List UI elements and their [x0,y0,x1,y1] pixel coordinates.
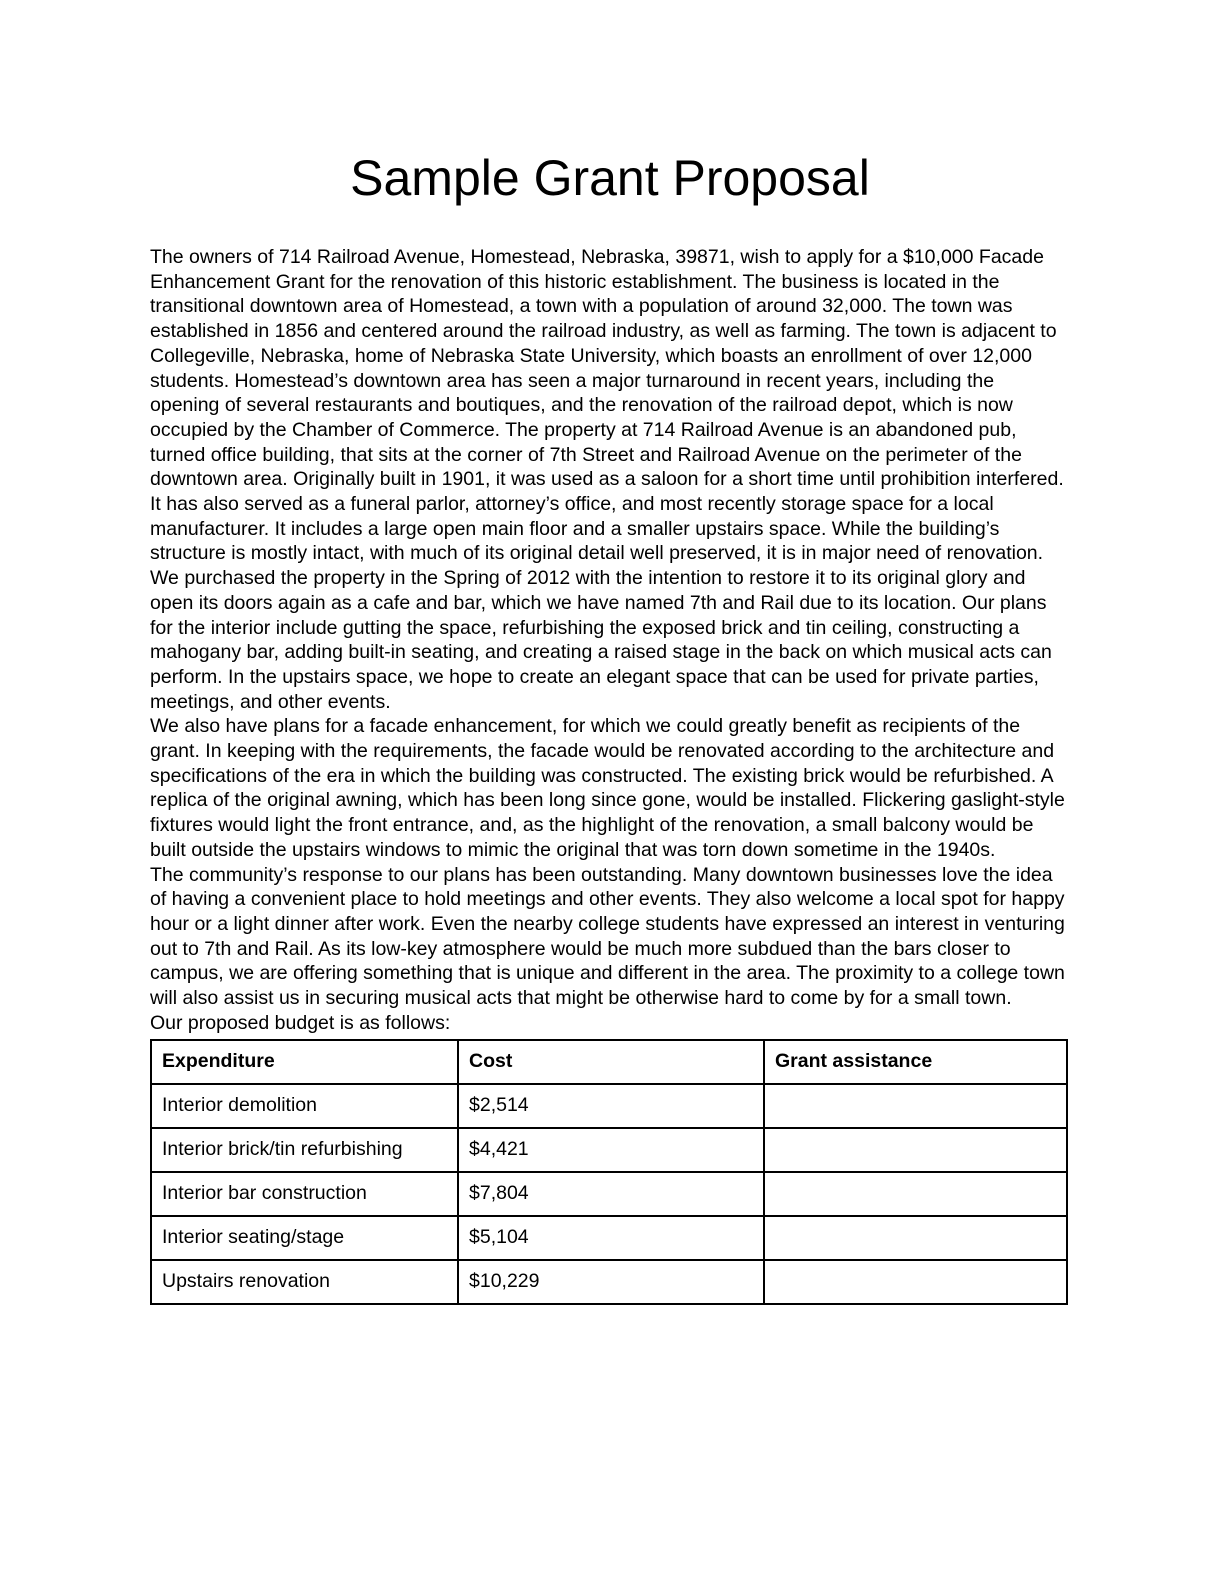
grant-assistance-cell [764,1084,1067,1128]
expenditure-cell: Interior bar construction [151,1172,458,1216]
paragraph: We purchased the property in the Spring of 2012 with the intention to restore it to its original glory and open its doors again as a cafe and bar, which we have named 7th and Rail due to its location. Our plans for the interior include gutting the space, refurbishing the exposed brick and tin ceiling, constructing a mahogany bar, adding built-in seating, and creating a raised stage in the back on which musical acts can perform. In the upstairs space, we hope to create an elegant space that can be used for private parties, meetings, and other events. [150,567,1052,713]
paragraph: We also have plans for a facade enhancement, for which we could greatly benefit as recipients of the grant. In keeping with the requirements, the facade would be renovated according to the architecture and specifications of the era in which the building was constructed. The existing brick would be refurbished. A replica of the original awning, which has been long since gone, would be installed. Flickering gaslight-style fixtures would light the front entrance, and, as the highlight of the renovation, a small balcony would be built outside the upstairs windows to mimic the original that was torn down sometime in the 1940s. [150,715,1065,861]
paragraph: The owners of 714 Railroad Avenue, Homestead, Nebraska, 39871, wish to apply for a $10,000 Facade Enhancement Grant for the renovation of this historic establishment. The business is located in the transitional downtown area of Homestead, a town with a population of around 32,000. The town was established in 1856 and centered around the railroad industry, as well as farming. The town is adjacent to Collegeville, Nebraska, home of Nebraska State University, which boasts an enrollment of over 12,000 students. Homestead’s downtown area has seen a major turnaround in recent years, including the opening of several restaurants and boutiques, and the renovation of the railroad depot, which is now occupied by the Chamber of Commerce. The property at 714 Railroad Avenue is an abandoned pub, turned office building, that sits at the corner of 7th Street and Railroad Avenue on the perimeter of the downtown area. Originally built in 1901, it was used as a saloon for a short time until prohibition interfered. It has also served as a funeral parlor, attorney’s office, and most recently storage space for a local manufacturer. It includes a large open main floor and a smaller upstairs space. While the building’s structure is mostly intact, with much of its original detail well preserved, it is in major need of renovation. [150,246,1064,565]
grant-assistance-cell [764,1128,1067,1172]
document-body [150,245,1066,1036]
table-row [151,1216,1067,1260]
cost-cell: $7,804 [458,1172,764,1216]
expenditure-cell: Interior seating/stage [151,1216,458,1260]
grant-assistance-cell [764,1216,1067,1260]
expenditure-cell: Interior demolition [151,1084,458,1128]
table-row [151,1172,1067,1216]
table-header-row [151,1040,1067,1084]
expenditure-cell: Interior brick/tin refurbishing [151,1128,458,1172]
expenditure-cell: Upstairs renovation [151,1260,458,1304]
grant-assistance-cell [764,1260,1067,1304]
cost-cell: $10,229 [458,1260,764,1304]
budget-table [150,1039,1068,1305]
paragraph: The community’s response to our plans has been outstanding. Many downtown businesses love the idea of having a convenient place to hold meetings and other events. They also welcome a local spot for happy hour or a light dinner after work. Even the nearby college students have expressed an interest in venturing out to 7th and Rail. As its low-key atmosphere would be much more subdued than the bars closer to campus, we are offering something that is unique and different in the area. The proximity to a college town will also assist us in securing musical acts that might be otherwise hard to come by for a small town. [150,863,1065,1010]
cost-cell: $2,514 [458,1084,764,1128]
column-header-grant-assistance: Grant assistance [764,1040,1067,1084]
table-row [151,1260,1067,1304]
cost-cell: $5,104 [458,1216,764,1260]
column-header-cost: Cost [458,1040,764,1084]
document-title: Sample Grant Proposal [350,150,870,206]
grant-assistance-cell [764,1172,1067,1216]
column-header-expenditure: Expenditure [151,1040,458,1084]
cost-cell: $4,421 [458,1128,764,1172]
table-row [151,1128,1067,1172]
paragraph: Our proposed budget is as follows: [150,1011,451,1034]
table-row [151,1084,1067,1128]
